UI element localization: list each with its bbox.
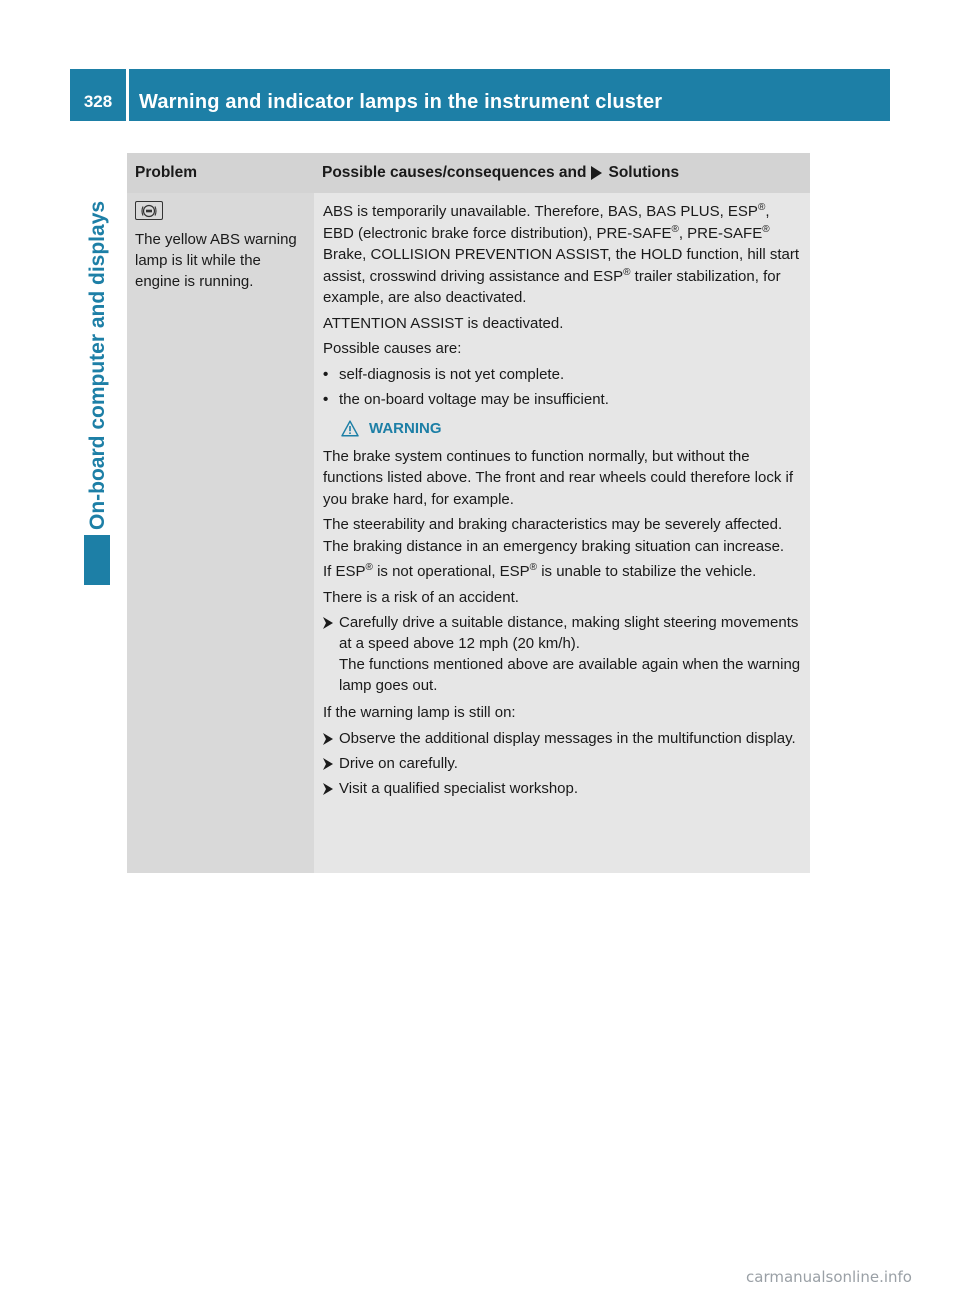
column-header-solutions-prefix: Possible causes/consequences and <box>322 164 587 181</box>
action-step-text: Carefully drive a suitable distance, making slight steering movements at a speed above 12 mph (20 km/h). <box>339 614 799 652</box>
side-section-marker <box>84 535 110 585</box>
action-step-icon <box>323 753 339 774</box>
action-step-icon <box>323 728 339 749</box>
warning-heading: WARNING <box>341 418 804 439</box>
warning-text: The steerability and braking characteristics may be severely affected. The braking distance in an emergency braking situation can increase. <box>323 516 785 555</box>
action-step-icon <box>323 778 339 799</box>
bullet-icon: • <box>323 365 329 383</box>
warning-text: The brake system continues to function normally, but without the functions listed above. The front and rear wheels could therefore lock if you brake hard, for example. <box>323 447 793 508</box>
warning-triangle-icon <box>341 420 359 437</box>
list-item: • the on-board voltage may be insufficient. <box>323 390 609 408</box>
action-step-text: Drive on carefully. <box>339 754 458 772</box>
action-step-icon <box>323 612 339 696</box>
solutions-cell <box>314 193 810 873</box>
problem-description: The yellow ABS warning lamp is lit while the engine is running. <box>135 231 297 290</box>
table-row <box>127 193 810 873</box>
list-item <box>323 778 804 799</box>
list-item: • self-diagnosis is not yet complete. <box>323 365 565 383</box>
side-section-text: On-board computer and displays <box>86 200 109 530</box>
column-header-solutions-suffix: Solutions <box>608 164 680 181</box>
possible-causes-label: Possible causes are: <box>323 340 462 357</box>
deactivated-systems-text: ABS is temporarily unavailable. Therefore, BAS, BAS PLUS, ESP®, EBD (electronic brake force distribution), PRE-SAFE®, PRE-SAFE® Brake, COLLISION PREVENTION ASSIST, the HOLD function, hill start assist, crosswind driving assistance and ESP® trailer stabilization, for example, are also deactivated. <box>323 202 800 306</box>
action-step-text: Observe the additional display messages in the multifunction display. <box>339 729 796 747</box>
warning-text: There is a risk of an accident. <box>323 588 519 606</box>
column-header-solutions <box>314 153 679 193</box>
column-header-problem: Problem <box>135 164 198 181</box>
problem-solution-table <box>127 153 810 873</box>
page-title: Warning and indicator lamps in the instrument cluster <box>139 91 663 113</box>
problem-cell <box>127 193 314 873</box>
bullet-icon: • <box>323 390 329 408</box>
warning-text: If ESP® is not operational, ESP® is unable to stabilize the vehicle. <box>323 562 757 580</box>
action-result-text: The functions mentioned above are available again when the warning lamp goes out. <box>339 656 801 694</box>
watermark: carmanualsonline.info <box>746 1268 912 1286</box>
list-item <box>323 753 804 774</box>
page-number: 328 <box>83 92 113 111</box>
still-on-text: If the warning lamp is still on: <box>323 704 516 721</box>
header-divider <box>126 69 129 121</box>
attention-assist-text: ATTENTION ASSIST is deactivated. <box>323 314 564 332</box>
table-header <box>127 153 810 193</box>
arrow-right-icon <box>591 166 602 180</box>
list-item <box>323 612 804 696</box>
list-item <box>323 728 804 749</box>
action-step-text: Visit a qualified specialist workshop. <box>339 779 579 797</box>
abs-warning-icon <box>135 201 163 220</box>
